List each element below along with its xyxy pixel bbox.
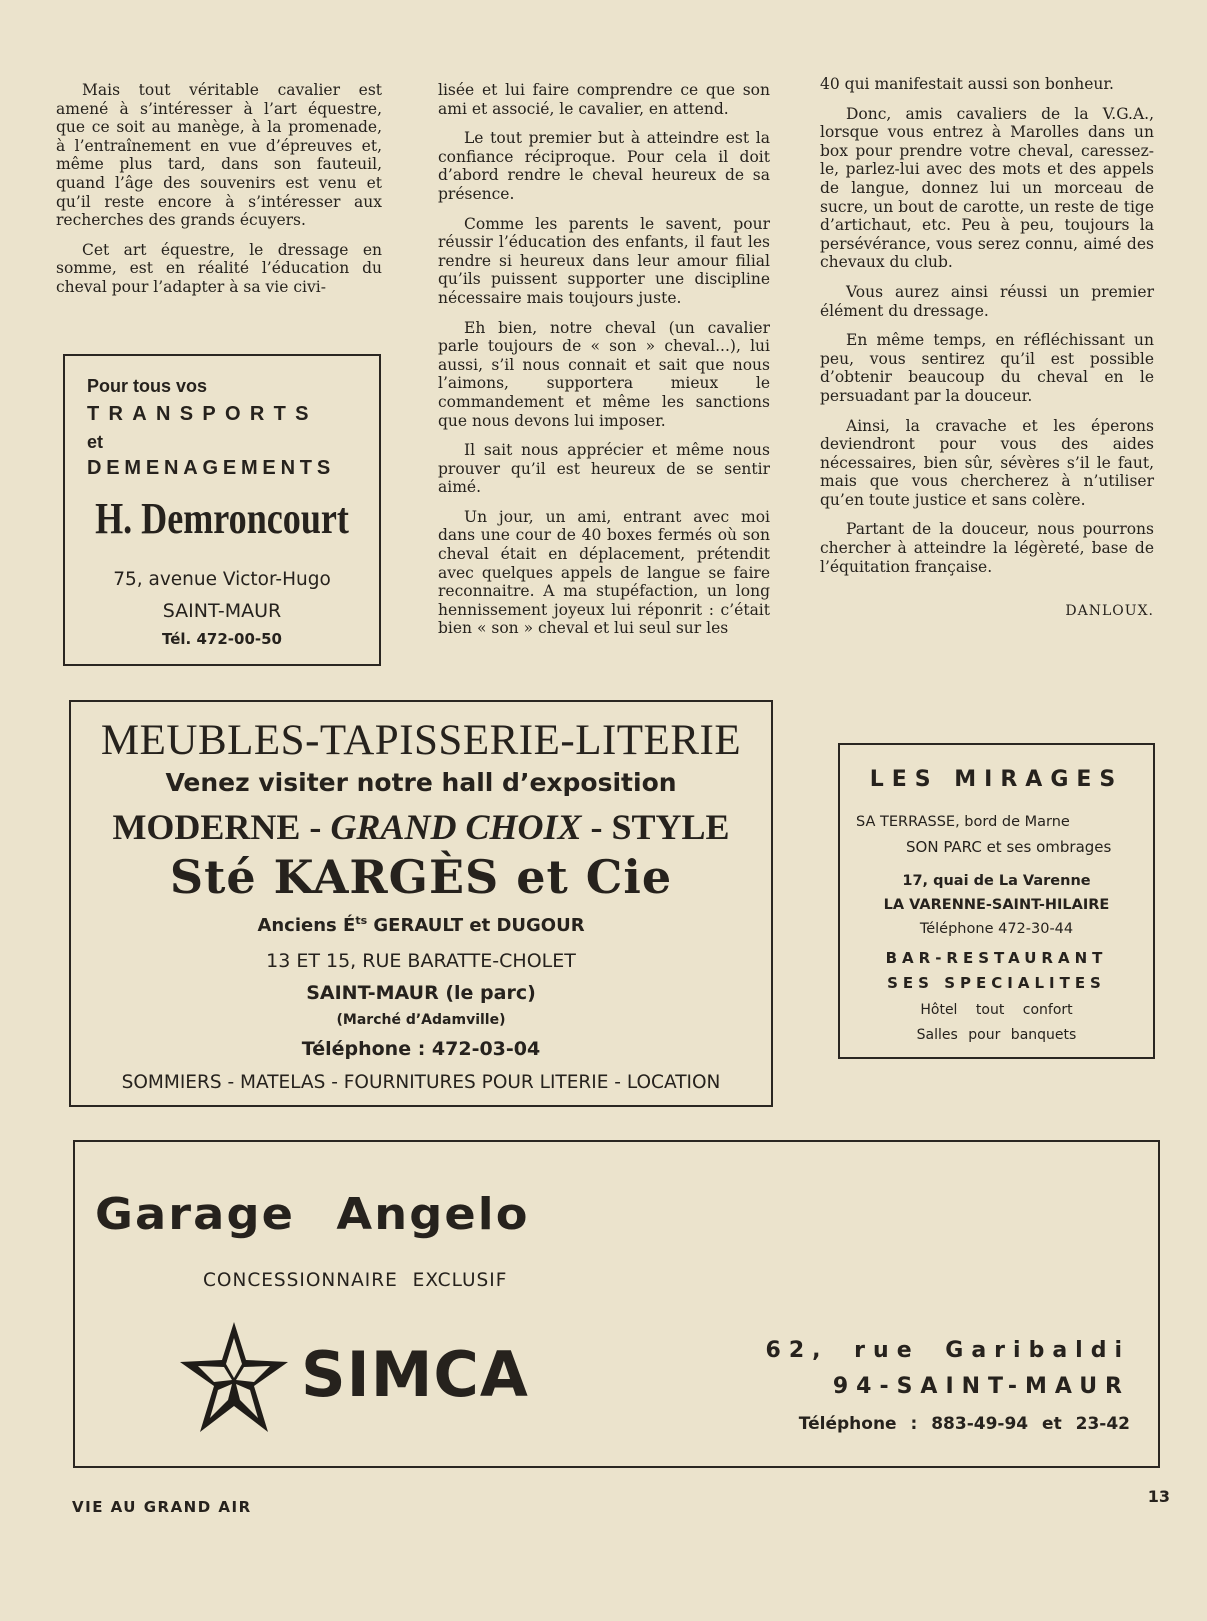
ad-dealer-line: CONCESSIONNAIRE EXCLUSIF <box>203 1270 508 1291</box>
article-paragraph: 40 qui manifestait aussi son bonheur. <box>820 75 1114 93</box>
ad-city: LA VARENNE-SAINT-HILAIRE <box>883 897 1110 913</box>
ad-style-moderne: MODERNE - <box>112 807 331 847</box>
ad-garage-angelo <box>73 1140 1160 1468</box>
ad-tagline: Pour tous vos <box>87 376 208 396</box>
ad-address: 13 ET 15, RUE BARATTE-CHOLET <box>266 950 576 972</box>
ad-city: SAINT-MAUR (le parc) <box>306 982 536 1004</box>
ad-bar-restaurant: BAR-RESTAURANT <box>885 949 1108 967</box>
ad-former-owners <box>71 914 771 936</box>
article-paragraph: Le tout premier but à atteindre est la confiance réciproque. Pour cela il doit d’abord rendre le cheval heureux de sa présence. <box>438 129 770 203</box>
article-paragraph: En même temps, en réfléchissant un peu, vous sentirez qu’il est possible d’obtenir beaucoup du cheval en le persuadant par la douceur. <box>820 331 1154 405</box>
ad-hotel: Hôtel tout confort <box>920 1002 1073 1018</box>
ad-banquets: Salles pour banquets <box>916 1027 1077 1043</box>
ad-products: SOMMIERS - MATELAS - FOURNITURES POUR LITERIE - LOCATION <box>121 1072 721 1093</box>
article-paragraph: Partant de la douceur, nous pourrons chercher à atteindre la légèreté, base de l’équitation française. <box>820 520 1154 576</box>
article-paragraph: Un jour, un ami, entrant avec moi dans une cour de 40 boxes fermés où son cheval était en déplacement, prétendit avec quelques appels de langue se faire reconnaitre. A ma stupéfaction, un long hennissement joyeux lui réponrit : c’était bien « son » cheval et lui seul sur les <box>438 507 770 638</box>
ad-les-mirages <box>838 743 1155 1059</box>
article-paragraph: Il sait nous apprécier et même nous prouver qu’il est heureux de se sentir aimé. <box>438 441 770 497</box>
article-paragraph: Eh bien, notre cheval (un cavalier parle toujours de « son » cheval...), lui aussi, s’il nous connait et sait que nous l’aimons, supportera mieux le commandement et même les sanctions que nous devons lui imposer. <box>438 318 770 430</box>
ad-specialities: SES SPECIALITES <box>887 974 1106 992</box>
article-paragraph: Ainsi, la cravache et les éperons deviendront pour vous des aides nécessaires, bien sûr, sévères s’il le faut, mais que vous chercherez à n’utiliser qu’en toute justice et sans colère. <box>820 416 1154 509</box>
ad-market: (Marché d’Adamville) <box>336 1012 506 1028</box>
ad-phone: Téléphone 472-30-44 <box>919 921 1074 937</box>
article-column-3 <box>820 75 1154 621</box>
article-paragraph: Vous aurez ainsi réussi un premier élément du dressage. <box>820 282 1154 320</box>
ad-address: 17, quai de La Varenne <box>902 873 1091 889</box>
ad-phone: Téléphone : 472-03-04 <box>301 1038 541 1060</box>
article-paragraph: Comme les parents le savent, pour réussir l’éducation des enfants, il faut les rendre si heureux dans leur amour filial qu’ils puissent supporter une discipline nécessaire mais toujours juste. <box>438 214 770 307</box>
article-paragraph: lisée et lui faire comprendre ce que son ami et associé, le cavalier, en attend. <box>438 81 770 118</box>
article-column-2 <box>438 81 770 676</box>
ad-demroncourt <box>63 354 381 666</box>
ad-former-names: GERAULT et DUGOUR <box>367 915 585 936</box>
ad-city: SAINT-MAUR <box>162 600 282 622</box>
ad-phone: Téléphone : 883-49-94 et 23-42 <box>798 1414 1130 1434</box>
ad-former-prefix: Anciens É <box>257 915 356 936</box>
article-column-1 <box>56 81 382 308</box>
ad-park: SON PARC et ses ombrages <box>906 838 1112 856</box>
ad-karges <box>69 700 773 1107</box>
ad-style-line <box>71 806 771 848</box>
article-paragraph: Donc, amis cavaliers de la V.G.A., lorsque vous entrez à Marolles dans un box pour prendre votre cheval, caressez-le, parlez-lui avec des mots et des appels de langue, donnez lui un morceau de sucre, un bout de carotte, un reste de tige d’artichaut, etc. Peu à peu, toujours la persévérance, vous serez connu, aimé des chevaux du club. <box>820 104 1154 272</box>
ad-company-name: H. Demroncourt <box>95 494 349 543</box>
ad-company-name: Sté KARGÈS et Cie <box>169 850 673 904</box>
ad-brand-simca: SIMCA <box>301 1338 529 1411</box>
ad-style-style: - STYLE <box>581 807 730 847</box>
ad-address-city: 94-SAINT-MAUR <box>832 1374 1130 1399</box>
ad-headline: MEUBLES-TAPISSERIE-LITERIE <box>100 717 742 764</box>
simca-star-logo-icon <box>178 1320 290 1436</box>
article-paragraph: Mais tout véritable cavalier est amené à s’intéresser à l’art équestre, que ce soit au manège, à la promenade, à l’entraînement en vue d’épreuves et, même plus tard, dans son fauteuil, quand l’âge des souvenirs est venu et qu’il reste encore à s’intéresser aux recherches des grands écuyers. <box>56 81 382 230</box>
ad-service-transports: TRANSPORTS <box>87 403 318 425</box>
ad-former-sup: ts <box>355 914 368 927</box>
ad-garage-name: Garage Angelo <box>95 1189 530 1240</box>
page-number: 13 <box>1147 1487 1170 1506</box>
ad-address-street: 62, rue Garibaldi <box>765 1338 1130 1363</box>
ad-title: LES MIRAGES <box>869 767 1124 792</box>
ad-phone: Tél. 472-00-50 <box>162 630 282 648</box>
ad-terrace: SA TERRASSE, bord de Marne <box>856 814 1070 830</box>
article-signature: DANLOUX. <box>1065 603 1154 620</box>
ad-style-grand-choix: GRAND CHOIX <box>330 807 582 847</box>
ad-service-demenagements: DEMENAGEMENTS <box>87 457 335 479</box>
magazine-footer: VIE AU GRAND AIR <box>72 1498 252 1516</box>
ad-address: 75, avenue Victor-Hugo <box>113 569 331 590</box>
ad-visit-line: Venez visiter notre hall d’exposition <box>165 768 677 797</box>
article-paragraph: Cet art équestre, le dressage en somme, est en réalité l’éducation du cheval pour l’adapter à sa vie civi- <box>56 240 382 296</box>
ad-conjunction: et <box>87 432 104 452</box>
